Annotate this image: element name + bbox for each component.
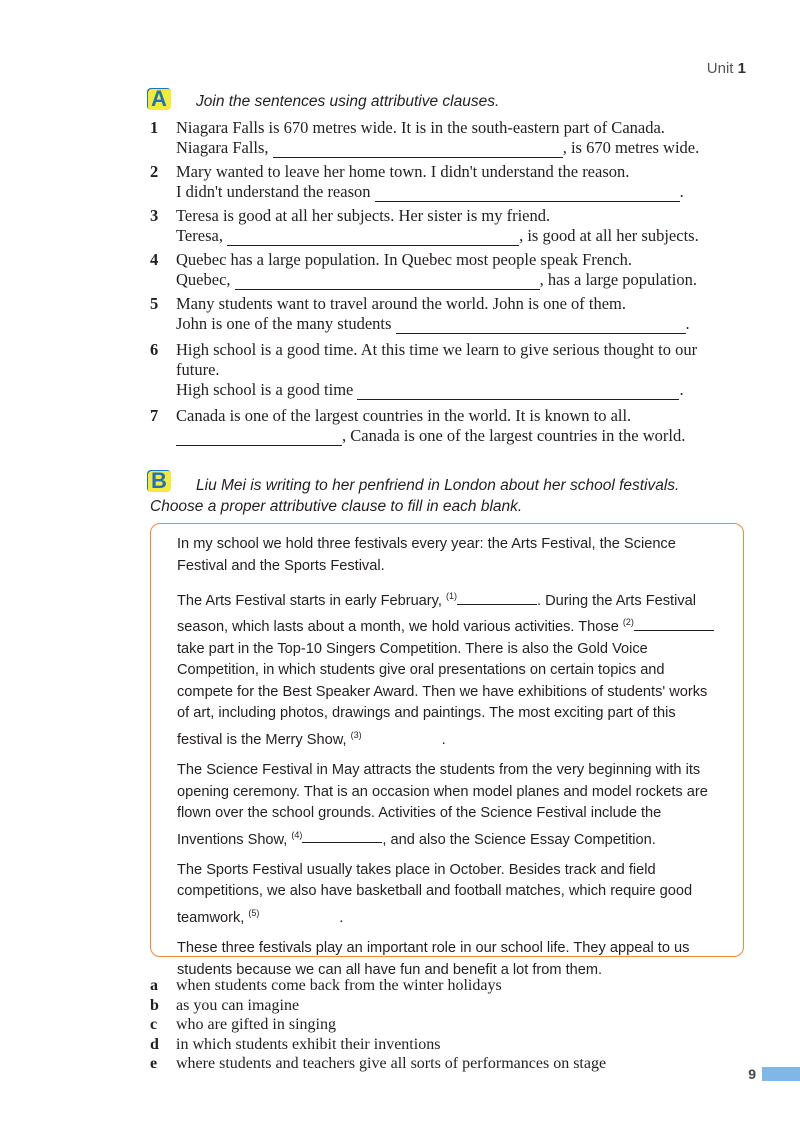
- letter-paragraph-4: The Sports Festival usually takes place in October. Besides track and field competitions, we also have basketball and football matches, which require good teamwork, $^{(5)}$ .: [177, 861, 693, 926]
- blank-number-4: (4): [291, 829, 303, 840]
- answer-blank[interactable]: [396, 319, 686, 334]
- blank-number-1: (1): [446, 591, 457, 601]
- option-b: b as you can imagine: [150, 996, 300, 1014]
- question-sentence: Quebec has a large population. In Quebec most people speak French.: [176, 250, 633, 269]
- letter-blank-2[interactable]: [634, 618, 714, 631]
- question-3: 3 Teresa is good at all her subjects. Her sister is my friend. Teresa, , is good at all her subjects.: [150, 206, 720, 246]
- question-2: 2 Mary wanted to leave her home town. I didn't understand the reason. I didn't understand the reason .: [150, 162, 720, 202]
- answer-blank[interactable]: [273, 143, 563, 158]
- question-sentence: High school is a good time. At this time we learn to give serious thought to our future.: [176, 340, 698, 379]
- question-7: 7 Canada is one of the largest countries in the world. It is known to all. , Canada is one of the largest countries in the world.: [150, 406, 720, 446]
- letter-paragraph-1: In my school we hold three festivals every year: the Arts Festival, the Science Festival and the Sports Festival.: [177, 536, 676, 574]
- option-a: a when students come back from the winter holidays: [150, 977, 502, 994]
- blank-number-3: (3): [350, 729, 362, 740]
- letter-blank-3[interactable]: [362, 732, 442, 744]
- answer-blank[interactable]: [375, 187, 680, 202]
- option-e: e where students and teachers give all sorts of performances on stage: [150, 1055, 607, 1072]
- question-6: 6 High school is a good time. At this time we learn to give serious thought to our future. High school is a good time .: [150, 340, 720, 400]
- question-sentence: Canada is one of the largest countries in the world. It is known to all.: [176, 406, 632, 425]
- section-a-instruction: Join the sentences using attributive clauses.: [196, 93, 500, 110]
- exercise-a-list: [150, 118, 720, 450]
- letter-paragraph-5: These three festivals play an important role in our school life. They appeal to us students because we can all have fun and benefit a lot from them.: [177, 940, 690, 978]
- question-sentence: Many students want to travel around the world. John is one of them.: [176, 294, 627, 313]
- option-c: c who are gifted in singing: [150, 1016, 336, 1033]
- answer-blank[interactable]: [176, 431, 342, 446]
- question-1: 1 Niagara Falls is 670 metres wide. It is in the south-eastern part of Canada. Niagara Falls, , is 670 metres wide.: [150, 118, 720, 158]
- letter-box: [150, 523, 744, 978]
- question-sentence: Mary wanted to leave her home town. I didn't understand the reason.: [176, 162, 630, 181]
- section-b-badge: B: [147, 470, 171, 492]
- page-number: 9: [748, 1066, 800, 1082]
- unit-label: Unit 1: [706, 60, 746, 77]
- question-4: 4 Quebec has a large population. In Quebec most people speak French. Quebec, , has a large population.: [150, 250, 720, 290]
- blank-number-2: (2): [622, 617, 634, 628]
- blank-number-5: (5): [248, 907, 260, 918]
- page-tab: [762, 1067, 800, 1081]
- question-sentence: Teresa is good at all her subjects. Her sister is my friend.: [176, 206, 551, 225]
- section-a-badge: A: [147, 88, 171, 110]
- letter-blank-4[interactable]: [302, 830, 382, 843]
- letter-paragraph-3: The Science Festival in May attracts the students from the very beginning with its opening ceremony. That is an occasion when model planes and model rockets are flown over the school grounds. Activities of the Science Festival include the Inventions Show, $^{(4)}$ , and also the Science Essay Competition.: [177, 762, 708, 848]
- letter-blank-1[interactable]: [457, 592, 537, 605]
- letter-paragraph-2: The Arts Festival starts in early February, $^{(1)}$ . During the Arts Festival season, which lasts about a month, we hold various activities. Those $^{(2)}$ take part in the Top-10 Singers Competition. There is also the Gold Voice Competition, in which students give oral presentations on certain topics and compete for the Best Speaker Award. Then we have exhibitions of students' works of art, including photos, drawings and paintings. The most exciting part of this festival is the Merry Show, $^{(3)}$ .: [177, 586, 721, 751]
- answer-blank[interactable]: [235, 275, 540, 290]
- letter-blank-5[interactable]: [259, 910, 339, 922]
- option-d: d in which students exhibit their inventions: [150, 1035, 441, 1053]
- question-sentence: Niagara Falls is 670 metres wide. It is in the south-eastern part of Canada.: [176, 118, 665, 137]
- question-5: 5 Many students want to travel around the world. John is one of them. John is one of the many students .: [150, 294, 720, 334]
- section-b-instruction: Liu Mei is writing to her penfriend in London about her school festivals. Choose a proper attributive clause to fill in each blank.: [150, 477, 680, 515]
- answer-blank[interactable]: [357, 385, 679, 400]
- answer-blank[interactable]: [227, 231, 519, 246]
- options-list: [150, 976, 606, 1074]
